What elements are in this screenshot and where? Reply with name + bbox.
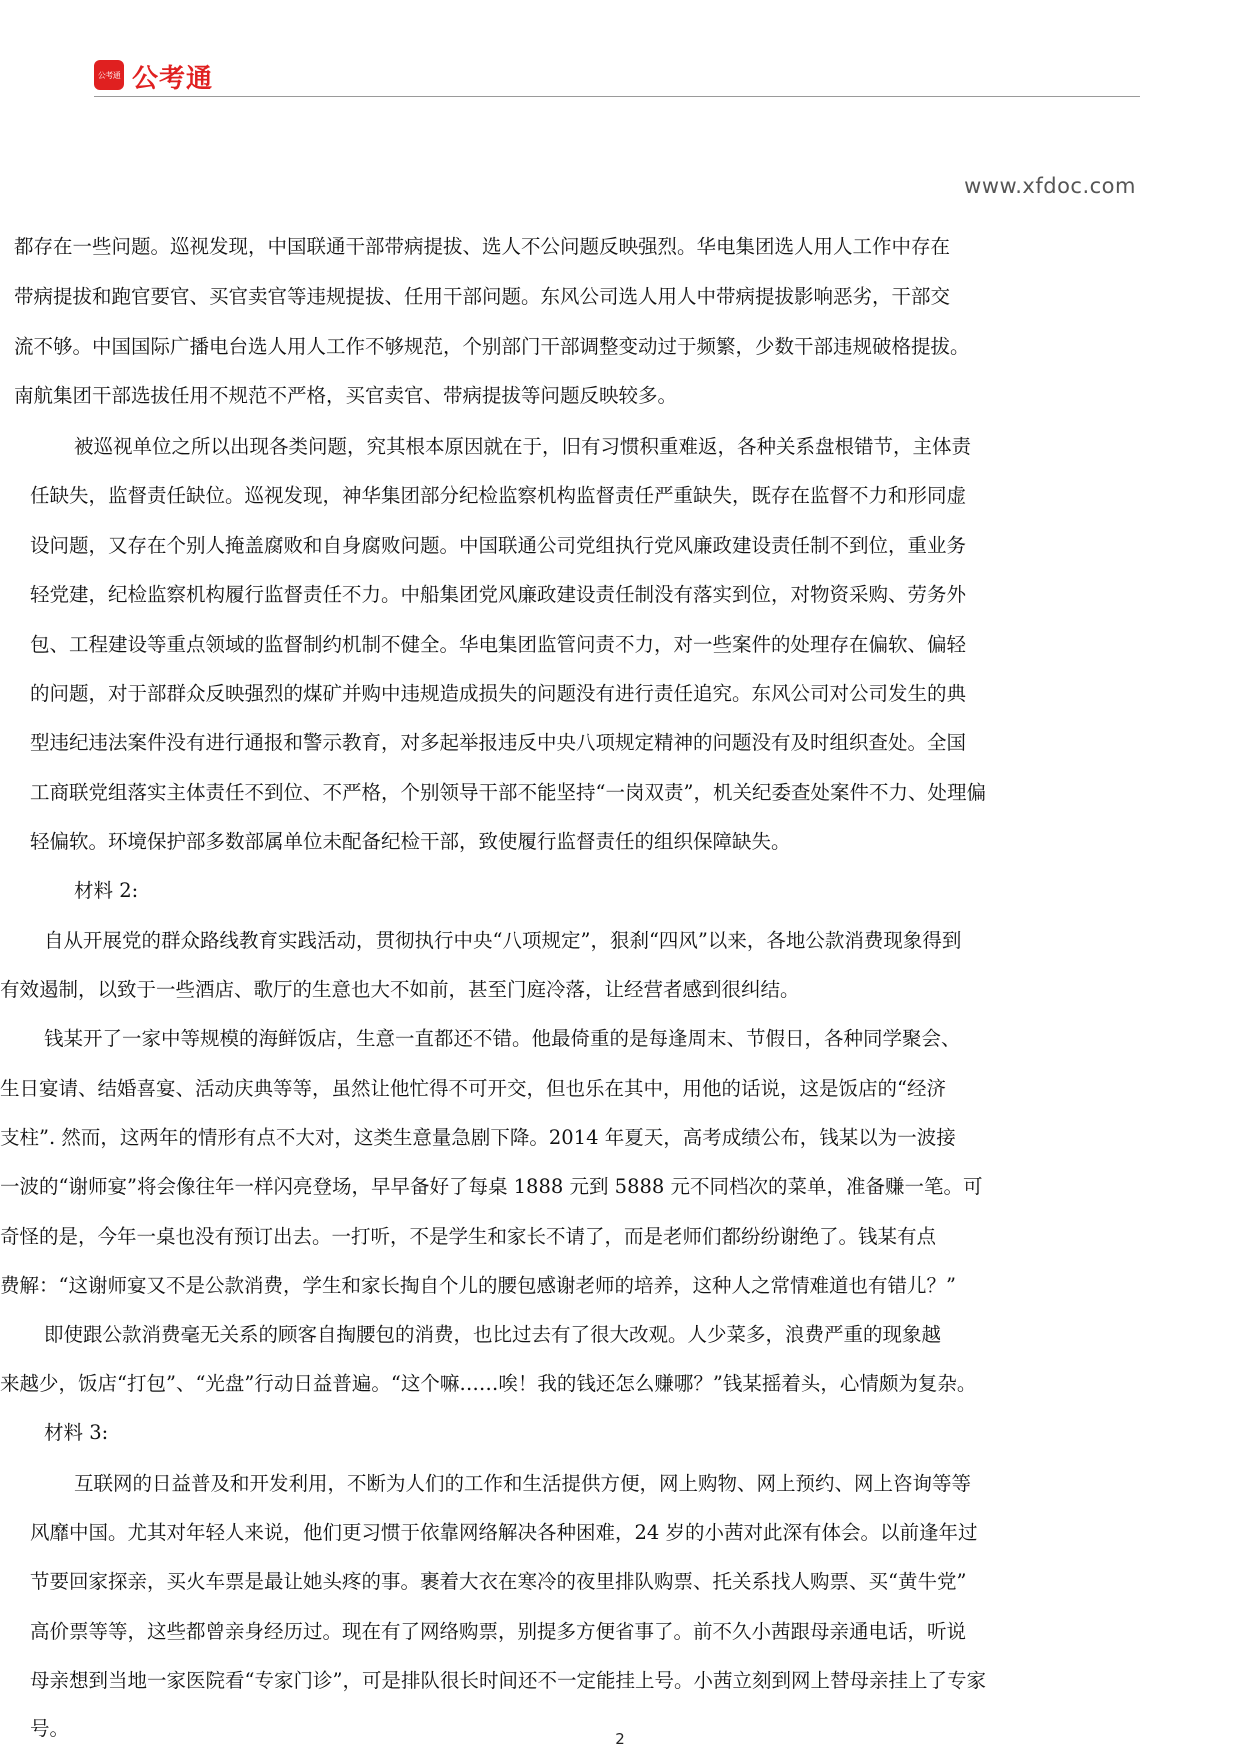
site-url: www.xfdoc.com	[964, 174, 1136, 198]
section-heading: 材料 2:	[74, 879, 139, 902]
logo-text: 公考通	[132, 64, 214, 94]
logo-badge: 公考通	[94, 60, 124, 90]
text-line: 工商联党组落实主体责任不到位、不严格，个别领导干部不能坚持“一岗双责”，机关纪委查处案件不力、处理偏	[30, 781, 986, 804]
text-line: 被巡视单位之所以出现各类问题，究其根本原因就在于，旧有习惯积重难返，各种关系盘根错节，主体责	[74, 435, 972, 458]
text-line: 的问题，对于部群众反映强烈的煤矿并购中违规造成损失的问题没有进行责任追究。东风公司对公司发生的典	[30, 682, 967, 705]
text-line: 节要回家探亲，买火车票是最让她头疼的事。裹着大衣在寒冷的夜里排队购票、托关系找人购票、买“黄牛党”	[30, 1570, 967, 1593]
text-line: 来越少，饭店“打包”、“光盘”行动日益普遍。“这个嘛……唉！我的钱还怎么赚哪？”钱某摇着头，心情颇为复杂。	[0, 1372, 977, 1395]
text-line: 费解：“这谢师宴又不是公款消费，学生和家长掏自个儿的腰包感谢老师的培养，这种人之常情难道也有错儿？”	[0, 1274, 956, 1297]
text-line: 自从开展党的群众路线教育实践活动，贯彻执行中央“八项规定”，狠刹“四风”以来，各地公款消费现象得到	[44, 929, 962, 952]
text-line: 南航集团干部选拔任用不规范不严格，买官卖官、带病提拔等问题反映较多。	[14, 384, 678, 407]
text-line: 奇怪的是，今年一桌也没有预订出去。一打听，不是学生和家长不请了，而是老师们都纷纷谢绝了。钱某有点	[0, 1225, 937, 1248]
text-line: 钱某开了一家中等规模的海鲜饭店，生意一直都还不错。他最倚重的是每逢周末、节假日，各种同学聚会、	[44, 1027, 961, 1050]
text-line: 型违纪违法案件没有进行通报和警示教育，对多起举报违反中央八项规定精神的问题没有及时组织查处。全国	[30, 731, 967, 754]
text-line: 一波的“谢师宴”将会像往年一样闪亮登场，早早备好了每桌 1888 元到 5888 元不同档次的菜单，准备赚一笔。可	[0, 1175, 983, 1198]
text-line: 支柱”. 然而，这两年的情形有点不大对，这类生意量急剧下降。2014 年夏天，高考成绩公布，钱某以为一波接	[0, 1126, 956, 1149]
text-line: 轻偏软。环境保护部多数部属单位未配备纪检干部，致使履行监督责任的组织保障缺失。	[30, 830, 791, 853]
page-header	[94, 58, 1140, 100]
text-line: 风靡中国。尤其对年轻人来说，他们更习惯于依靠网络解决各种困难，24 岁的小茜对此深有体会。以前逢年过	[30, 1521, 978, 1544]
section-heading: 材料 3:	[44, 1421, 109, 1444]
text-line: 即使跟公款消费毫无关系的顾客自掏腰包的消费，也比过去有了很大改观。人少菜多，浪费严重的现象越	[44, 1323, 942, 1346]
text-line: 流不够。中国国际广播电台选人用人工作不够规范，个别部门干部调整变动过于频繁，少数干部违规破格提拔。	[14, 335, 970, 358]
text-line: 带病提拔和跑官要官、买官卖官等违规提拔、任用干部问题。东风公司选人用人中带病提拔影响恶劣，干部交	[14, 285, 951, 308]
text-line: 互联网的日益普及和开发利用，不断为人们的工作和生活提供方便，网上购物、网上预约、网上咨询等等	[74, 1472, 972, 1495]
text-line: 生日宴请、结婚喜宴、活动庆典等等，虽然让他忙得不可开交，但也乐在其中，用他的话说，这是饭店的“经济	[0, 1077, 946, 1100]
header-divider	[94, 96, 1140, 97]
text-line: 任缺失，监督责任缺位。巡视发现，神华集团部分纪检监察机构监督责任严重缺失，既存在监督不力和形同虚	[30, 484, 967, 507]
text-line: 都存在一些问题。巡视发现，中国联通干部带病提拔、选人不公问题反映强烈。华电集团选人用人工作中存在	[14, 235, 951, 258]
text-line: 包、工程建设等重点领域的监督制约机制不健全。华电集团监管问责不力，对一些案件的处理存在偏软、偏轻	[30, 633, 967, 656]
text-line: 设问题，又存在个别人掩盖腐败和自身腐败问题。中国联通公司党组执行党风廉政建设责任制不到位，重业务	[30, 534, 967, 557]
text-line: 高价票等等，这些都曾亲身经历过。现在有了网络购票，别提多方便省事了。前不久小茜跟母亲通电话，听说	[30, 1620, 967, 1643]
text-line: 母亲想到当地一家医院看“专家门诊”，可是排队很长时间还不一定能挂上号。小茜立刻到网上替母亲挂上了专家	[30, 1669, 986, 1692]
page-number: 2	[615, 1730, 625, 1748]
text-line: 有效遏制，以致于一些酒店、歌厅的生意也大不如前，甚至门庭冷落，让经营者感到很纠结。	[0, 978, 800, 1001]
text-line: 轻党建，纪检监察机构履行监督责任不力。中船集团党风廉政建设责任制没有落实到位，对物资采购、劳务外	[30, 583, 967, 606]
text-line: 号。	[30, 1717, 70, 1740]
